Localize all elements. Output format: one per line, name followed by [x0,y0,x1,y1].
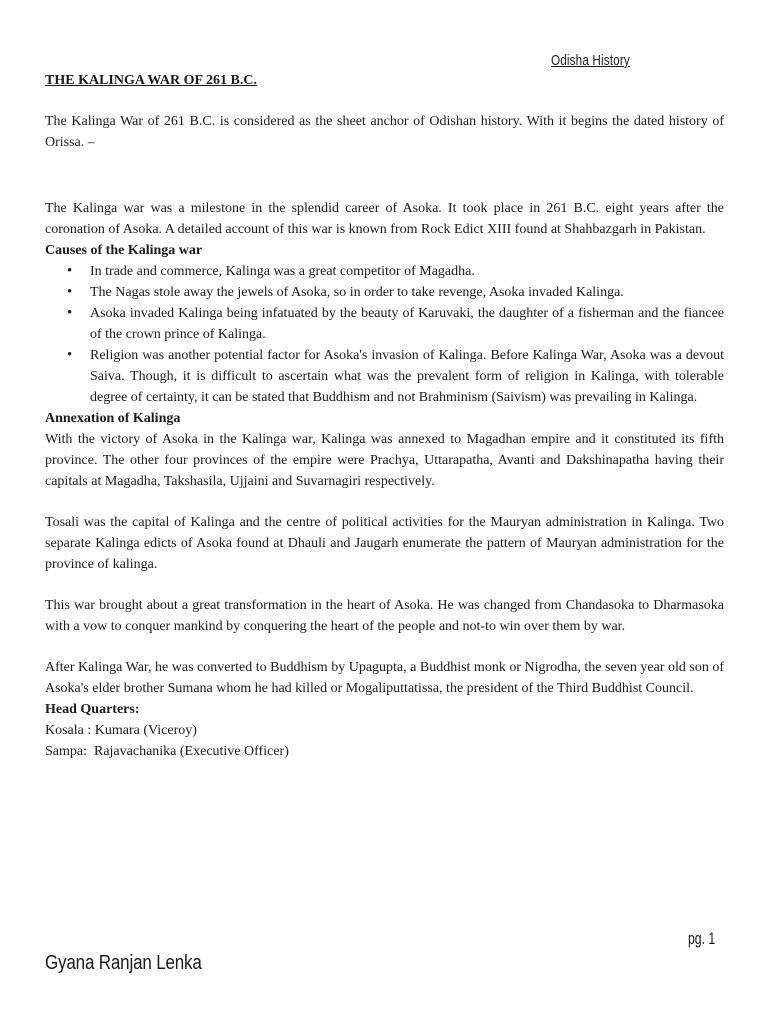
list-item: • Asoka invaded Kalinga being infatuated by the beauty of Karuvaki, the daughter of a fisherman and the fiancee of the crown prince of Kalinga. [45,303,724,345]
headquarters-line-2: Sampa: Rajavachanika (Executive Officer) [45,744,289,759]
list-item: • The Nagas stole away the jewels of Asoka, so in order to take revenge, Asoka invaded Kalinga. [45,282,724,303]
list-item: • In trade and commerce, Kalinga was a great competitor of Magadha. [45,261,724,282]
headquarters-heading: Head Quarters: [45,702,140,717]
causes-heading: Causes of the Kalinga war [45,243,203,258]
list-item: • Religion was another potential factor for Asoka's invasion of Kalinga. Before Kalinga War, Asoka was a devout Saiva. Though, it is difficult to ascertain what was the prevalent form of religion in Kalinga, with tolerable degree of certainty, it can be stated that Buddhism and not Brahminism (Saivism) was prevailing in Kalinga. [45,345,724,408]
headquarters-line-1: Kosala : Kumara (Viceroy) [45,723,197,738]
document-body [45,70,724,762]
annexation-paragraph-4: After Kalinga War, he was converted to Buddhism by Upagupta, a Buddhist monk or Nigrodha, the seven year old son of Asoka's elder brother Sumana whom he had killed or Mogaliputtatissa, the president of the Third Buddhist Council. [45,660,724,696]
page-number: pg. 1 [688,929,716,948]
intro-paragraph-1: The Kalinga War of 261 B.C. is considered as the sheet anchor of Odishan history. With it begins the dated history of Orissa. – [45,114,724,150]
intro-paragraph-2: The Kalinga war was a milestone in the splendid career of Asoka. It took place in 261 B.C. eight years after the coronation of Asoka. A detailed account of this war is known from Rock Edict XIII found at Shahbazgarh in Pakistan. [45,201,724,237]
author-name: Gyana Ranjan Lenka [45,952,202,974]
annexation-paragraph-1: With the victory of Asoka in the Kalinga war, Kalinga was annexed to Magadhan empire and it constituted its fifth province. The other four provinces of the empire were Prachya, Uttarapatha, Avanti and Dakshinapatha having their capitals at Magadha, Takshasila, Ujjaini and Suvarnagiri respectively. [45,432,724,489]
document-title: THE KALINGA WAR OF 261 B.C. [45,73,257,88]
annexation-heading: Annexation of Kalinga [45,411,181,426]
running-header: Odisha History [551,52,630,69]
annexation-paragraph-3: This war brought about a great transformation in the heart of Asoka. He was changed from Chandasoka to Dharmasoka with a vow to conquer mankind by conquering the heart of the people and not-to win over them by war. [45,598,724,634]
annexation-paragraph-2: Tosali was the capital of Kalinga and the centre of political activities for the Mauryan administration in Kalinga. Two separate Kalinga edicts of Asoka found at Dhauli and Jaugarh enumerate the pattern of Mauryan administration for the province of kalinga. [45,515,724,572]
causes-list [45,261,724,408]
